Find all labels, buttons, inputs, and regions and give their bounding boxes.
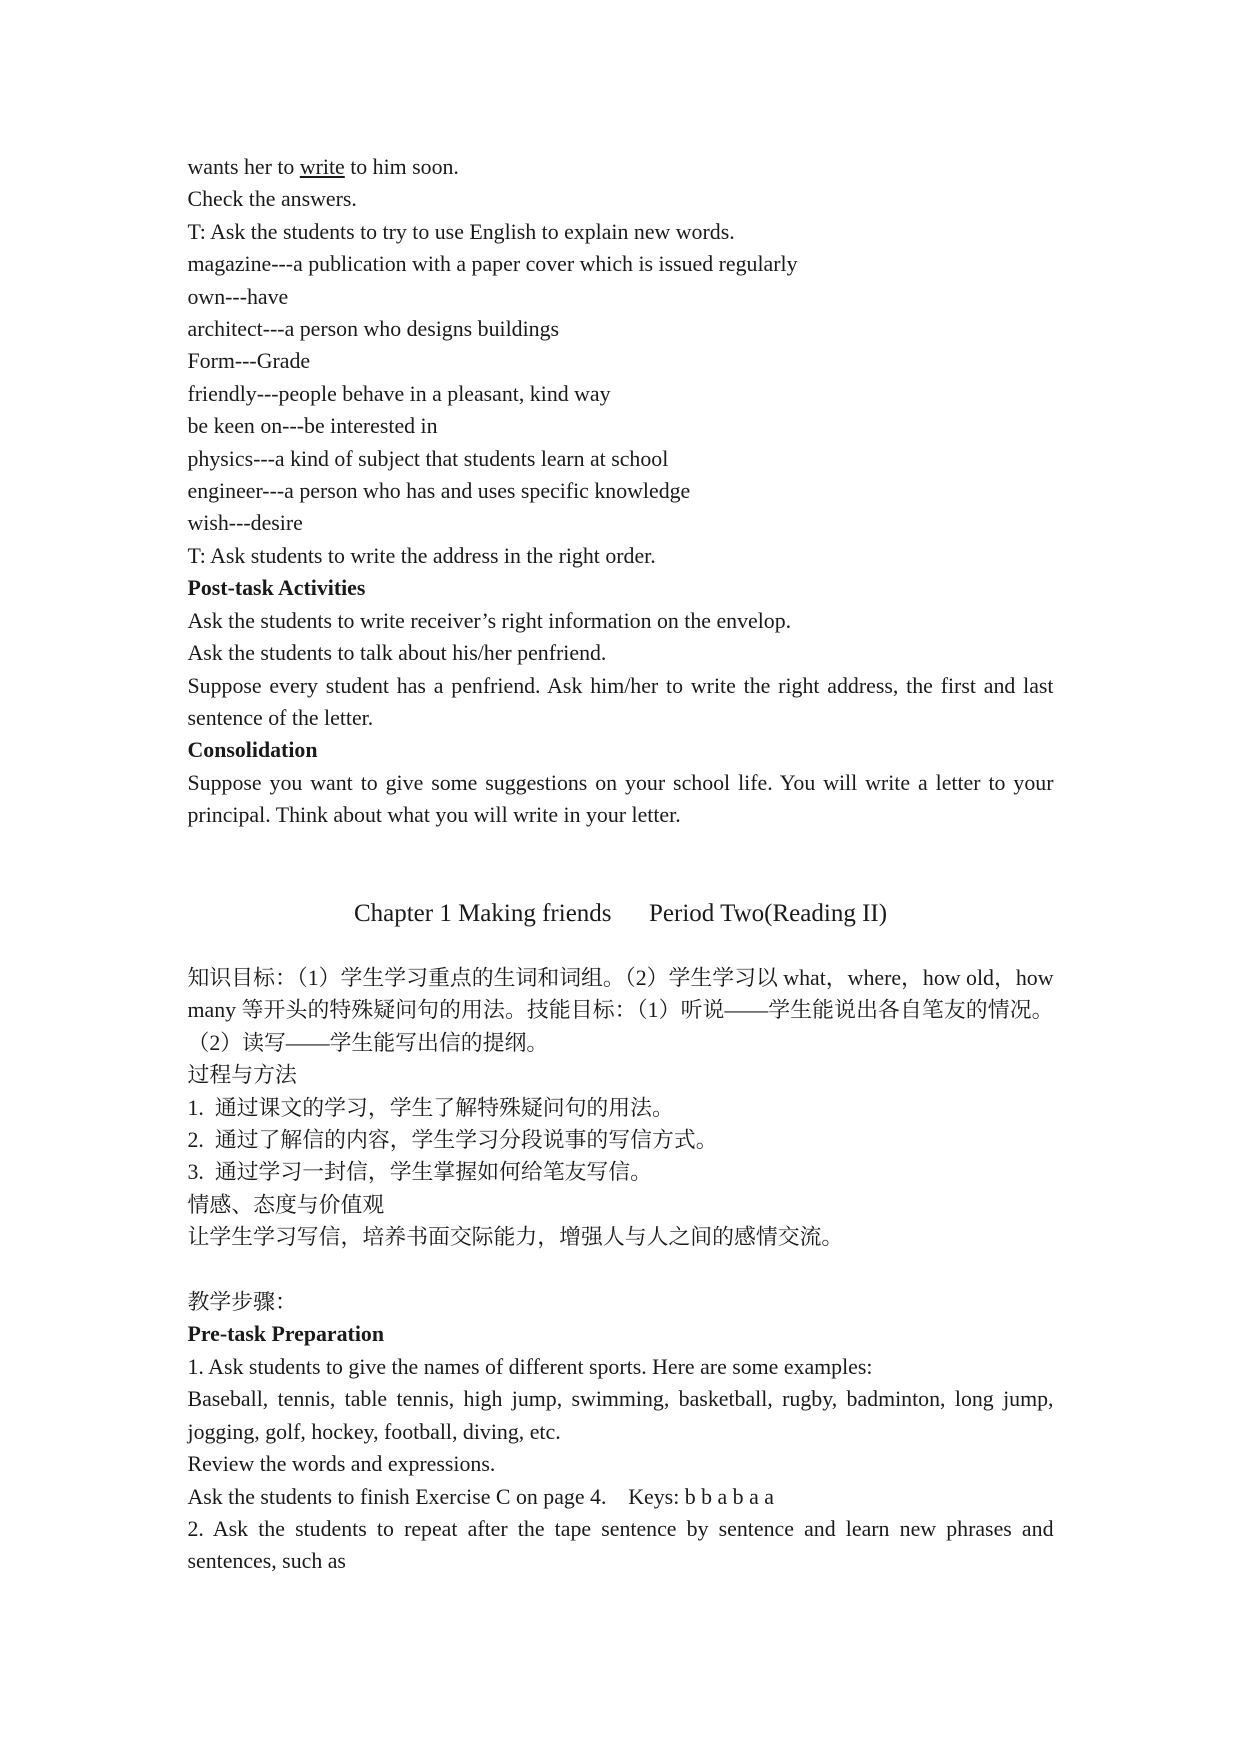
chapter-name: Chapter 1 Making friends (353, 900, 612, 927)
text-line: Suppose you want to give some suggestions on your school life. You will write a letter to your (187, 770, 1054, 795)
text-line: 2. Ask the students to repeat after the tape sentence by sentence and learn new phrases and (187, 1516, 1054, 1541)
section-heading-process-methods: 过程与方法 (187, 1063, 297, 1088)
vocab-line: be keen on---be interested in (187, 414, 438, 439)
section-heading-post-task: Post-task Activities (187, 576, 366, 601)
objectives-line: many 等开头的特殊疑问句的用法。技能目标：（1）听说——学生能说出各自笔友的情况。 (187, 998, 1054, 1023)
list-item: 3. 通过学习一封信，学生掌握如何给笔友写信。 (187, 1160, 653, 1185)
text-line: 1. Ask students to give the names of different sports. Here are some examples: (187, 1354, 873, 1379)
underlined-word: write (299, 155, 345, 179)
vocab-line: physics---a kind of subject that students learn at school (187, 446, 669, 471)
objectives-line: 知识目标：（1）学生学习重点的生词和词组。（2）学生学习以 what，where，how old，how (187, 966, 1054, 990)
teacher-instruction: T: Ask students to write the address in the right order. (187, 543, 656, 568)
text-segment: to him soon. (344, 155, 459, 179)
section-heading-teaching-steps: 教学步骤： (187, 1290, 297, 1315)
section-heading-pre-task: Pre-task Preparation (187, 1322, 384, 1347)
text-line: Ask the students to talk about his/her penfriend. (187, 641, 607, 666)
text-line (188, 151, 1054, 183)
vocab-line: Form---Grade (187, 349, 311, 374)
vocab-line: own---have (187, 284, 289, 309)
text-line: Baseball, tennis, table tennis, high jump, swimming, basketball, rugby, badminton, long jump, (187, 1387, 1054, 1412)
values-text: 让学生学习写信，培养书面交际能力，增强人与人之间的感情交流。 (187, 1225, 844, 1250)
text-line: Review the words and expressions. (187, 1452, 496, 1477)
text-line: sentence of the letter. (187, 705, 374, 730)
section-heading-values: 情感、态度与价值观 (187, 1192, 385, 1217)
lesson-continuation (188, 151, 1054, 832)
text-line: Ask the students to finish Exercise C on page 4. Keys: b b a b a a (187, 1484, 774, 1509)
objectives-line: （2）读写——学生能写出信的提纲。 (187, 1030, 549, 1055)
text-segment: wants her to (187, 155, 300, 179)
list-item: 2. 通过了解信的内容，学生学习分段说事的写信方式。 (187, 1128, 718, 1153)
lesson-plan-period-two (188, 962, 1054, 1578)
section-heading-consolidation: Consolidation (187, 738, 318, 763)
vocab-line: magazine---a publication with a paper cover which is issued regularly (187, 252, 798, 277)
vocab-line: friendly---people behave in a pleasant, kind way (187, 381, 611, 406)
teacher-instruction: T: Ask the students to try to use English to explain new words. (187, 219, 735, 244)
paragraph-spacer (188, 1254, 1054, 1286)
text-line: principal. Think about what you will write in your letter. (187, 803, 681, 828)
vocab-line: architect---a person who designs buildings (187, 317, 560, 342)
list-item: 1. 通过课文的学习，学生了解特殊疑问句的用法。 (187, 1095, 674, 1120)
vocab-line: wish---desire (187, 511, 303, 536)
text-line: Check the answers. (187, 187, 357, 212)
text-line: Suppose every student has a penfriend. Ask him/her to write the right address, the first and last (187, 673, 1054, 698)
text-line: sentences, such as (187, 1549, 346, 1574)
text-line: Ask the students to write receiver’s right information on the envelop. (187, 608, 792, 633)
chapter-title (0, 898, 1241, 930)
period-name: Period Two(Reading II) (649, 900, 888, 927)
text-line: jogging, golf, hockey, football, diving, etc. (187, 1419, 561, 1444)
vocab-line: engineer---a person who has and uses specific knowledge (187, 479, 691, 504)
